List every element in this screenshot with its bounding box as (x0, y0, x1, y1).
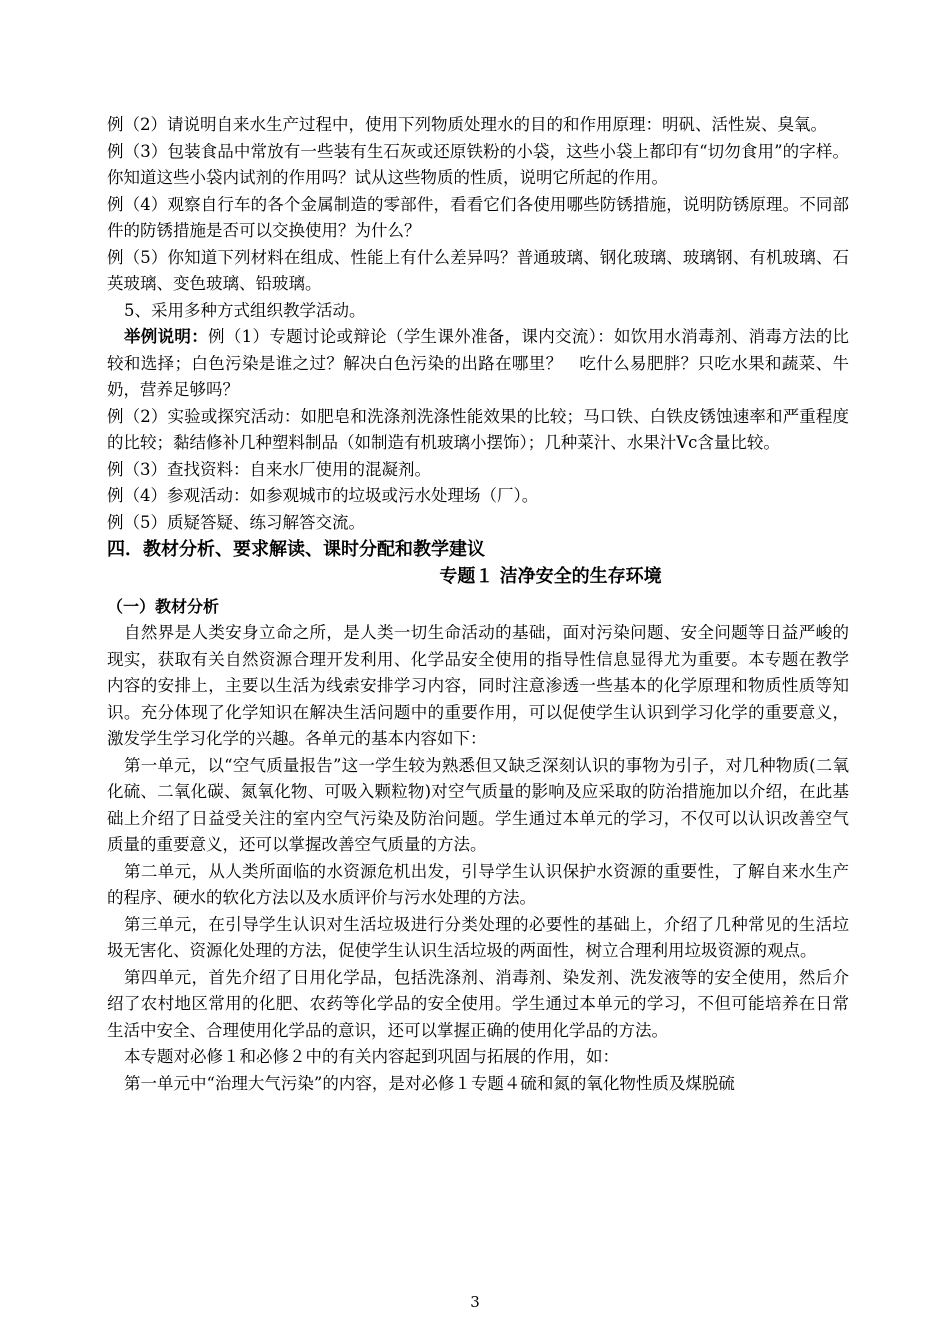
paragraph-unit-1: 第一单元，以“空气质量报告”这一学生较为熟悉但又缺乏深刻认识的事物为引子，对几种物质(二氧化硫、二氧化碳、氮氧化物、可吸入颗粒物)对空气质量的影响及应采取的防治措施加以介绍，在此基础上介绍了日益受关注的室内空气污染及防治问题。学生通过本单元的学习，不仅可以认识改善空气质量的重要意义，还可以掌握改善空气质量的方法。 (107, 755, 849, 854)
paragraph-unit-1-detail: 第一单元中“治理大气污染”的内容，是对必修１专题４硫和氮的氧化物性质及煤脱硫 (124, 1073, 735, 1093)
paragraph-activity-4: 例（4）参观活动：如参观城市的垃圾或污水处理场（厂）。 (107, 486, 539, 505)
paragraph-unit-2: 第二单元，从人类所面临的水资源危机出发，引导学生认识保护水资源的重要性，了解自来水生产的程序、硬水的软化方法以及水质评价与污水处理的方法。 (107, 861, 849, 907)
paragraph-example-intro (107, 324, 849, 404)
section-heading: 四．教材分析、要求解读、课时分配和教学建议 (107, 539, 485, 560)
example-text: 例（1）专题讨论或辩论（学生课外准备，课内交流）：如饮用水消毒剂、消毒方法的比较和选择；白色污染是谁之过？解决白色污染的出路在哪里？ 吃什么易肥胖？只吃水果和蔬菜、牛奶，营养足够吗？ (107, 327, 850, 399)
paragraph-consolidation: 本专题对必修１和必修２中的有关内容起到巩固与拓展的作用，如： (124, 1047, 619, 1066)
paragraph-item-5: 5、采用多种方式组织教学活动。 (124, 300, 366, 320)
paragraph-example-4: 例（4）观察自行车的各个金属制造的零部件，看看它们各使用哪些防锈措施，说明防锈原理。不同部件的防锈措施是否可以交换使用？为什么？ (107, 194, 849, 240)
paragraph-unit-3: 第三单元，在引导学生认识对生活垃圾进行分类处理的必要性的基础上，介绍了几种常见的生活垃圾无害化、资源化处理的方法，促使学生认识生活垃圾的两面性，树立合理利用垃圾资源的观点。 (107, 914, 849, 960)
paragraph-analysis-intro: 自然界是人类安身立命之所，是人类一切生命活动的基础，面对污染问题、安全问题等日益严峻的现实，获取有关自然资源合理开发利用、化学品安全使用的指导性信息显得尤为重要。本专题在教学内容的安排上，主要以生活为线索安排学习内容，同时注意渗透一些基本的化学原理和物质性质等知识。充分体现了化学知识在解决生活问题中的重要作用，可以促使学生认识到学习化学的重要意义，激发学生学习化学的兴趣。各单元的基本内容如下： (107, 623, 849, 748)
paragraph-unit-4: 第四单元，首先介绍了日用化学品，包括洗涤剂、消毒剂、染发剂、洗发液等的安全使用，然后介绍了农村地区常用的化肥、农药等化学品的安全使用。学生通过本单元的学习，不但可能培养在日常生活中安全、合理使用化学品的意识，还可以掌握正确的使用化学品的方法。 (107, 967, 849, 1040)
paragraph-example-2: 例（2）请说明自来水生产过程中，使用下列物质处理水的目的和作用原理：明矾、活性炭、臭氧。 (107, 115, 827, 134)
paragraph-activity-2: 例（2）实验或探究活动：如肥皂和洗涤剂洗涤性能效果的比较；马口铁、白铁皮锈蚀速率和严重程度的比较；黏结修补几种塑料制品（如制造有机玻璃小摆饰）；几种菜汁、水果汁Vc含量比较。 (107, 406, 849, 452)
paragraph-example-5: 例（5）你知道下列材料在组成、性能上有什么差异吗？普通玻璃、钢化玻璃、玻璃钢、有机玻璃、石英玻璃、变色玻璃、铅玻璃。 (107, 247, 849, 293)
paragraph-example-3: 例（3）包装食品中常放有一些装有生石灰或还原铁粉的小袋，这些小袋上都印有“切勿食用”的字样。你知道这些小袋内试剂的作用吗？试从这些物质的性质，说明它所起的作用。 (107, 141, 849, 187)
paragraph-activity-3: 例（3）查找资料：自来水厂使用的混凝剂。 (107, 459, 431, 479)
page-number: 3 (470, 1293, 480, 1311)
paragraph-activity-5: 例（5）质疑答疑、练习解答交流。 (107, 512, 365, 532)
page-body (107, 112, 849, 1097)
sub-heading: （一）教材分析 (107, 597, 220, 616)
topic-heading: 专题１ 洁净安全的生存环境 (439, 566, 662, 587)
example-label: 举例说明： (124, 327, 209, 346)
